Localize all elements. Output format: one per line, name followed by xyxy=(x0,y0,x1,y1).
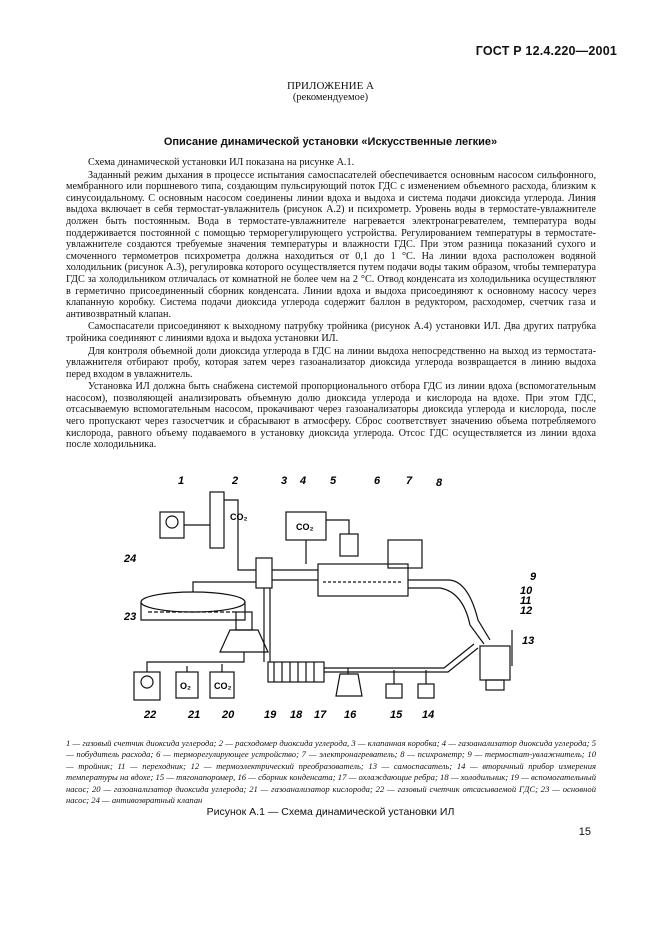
callout: 5 xyxy=(330,475,337,487)
callout: 6 xyxy=(374,475,381,487)
temperature-instrument xyxy=(418,684,434,698)
main-pump xyxy=(141,592,245,612)
callout: 14 xyxy=(422,709,435,721)
thermostat-humidifier xyxy=(318,564,408,596)
gauge-icon xyxy=(166,516,178,528)
callout: 8 xyxy=(436,477,443,489)
paragraph: Самоспасатели присоединяют к выходному патрубку тройника (рисунок А.4) установки ИЛ. Два других патрубка тройника соединяют с линиями вдоха и выдоха установки ИЛ. xyxy=(66,321,596,344)
gas-label: O₂ xyxy=(180,681,191,691)
section-title: Описание динамической установки «Искусственные легкие» xyxy=(163,136,498,148)
paragraph: Заданный режим дыхания в процессе испытания самоспасателей обеспечивается основным насосом сильфонного, мембранного или поршневого типа, создающим пульсирующий поток ГДС с изменением объемного расхода, близким к синусоидальному. С основным насосом соединены линии вдоха и выдоха и система подачи диоксида углерода. Линия выдоха включает в себя термостат-увлажнитель (рисунок А.2) и психрометр. Уровень воды в термостате-увлажнителе должен быть постоянным. Вода в термостате-увлажнителе нагревается электронагревателем, температура воды поддерживается постоянной с помощью терморегулирующего устройства. Регулированием температуры в термостате-увлажнителе создаются требуемые значения температуры и влажности ГДС. При этом разница показаний сухого и смоченного термометров психрометра должна находиться от 0,1 до 1 °С. На линии вдоха расположен водяной холодильник (рисунок А.3), регулировка которого осуществляется путем подачи воды таким образом, чтобы температура ГДС за холодильником отличалась от комнатной не более чем на 2 °С. Отвод конденсата из холодильника осуществляют в герметично присоединенный сборник конденсата. Линии вдоха и выдоха присоединяют к основному насосу через клапанную коробку. Система подачи диоксида углерода содержит баллон в редуктором, расходомер, счетчик газа и антивозвратный клапан. xyxy=(66,169,596,320)
figure-legend: 1 — газовый счетчик диоксида углерода; 2 — расходомер диоксида углерода, 3 — клапанная коробка; 4 — газоанализатор диоксида углерода; 5 — побудитель расхода; 6 — терморегулирующее устройство; 7 — электронагреватель; 8 — психрометр; 9 — термостат-увлажнитель; 10 — тройник; 11 — переходник; 12 — термоэлектрический преобразователь; 13 — самоспасатель; 14 — вторичный прибор измерения температуры на вдохе; 15 — тягонапоромер, 16 — сборник конденсата; 17 — охлаждающие ребра; 18 — холодильник; 19 — вспомогательный насос; 20 — газоанализатор диоксида углерода; 21 — газоанализатор кислорода; 22 — газовый счетчик отсасываемой ГДС; 23 — основной насос; 24 — антивозвратный клапан xyxy=(66,738,596,806)
callout: 11 xyxy=(520,595,532,607)
callout: 3 xyxy=(281,475,288,487)
condensate-collector xyxy=(336,674,362,696)
gas-label: CO₂ xyxy=(230,512,248,522)
callout: 7 xyxy=(406,475,413,487)
flow-inducer xyxy=(340,534,358,556)
paragraph: Для контроля объемной доли диоксида углерода в ГДС на линии выдоха непосредственно на выход из термостата-увлажнителя отбирают пробу, которая затем через газоанализатор диоксида углерода возвращается в линию выдоха перед входом в увлажнитель. xyxy=(66,345,596,380)
callout: 9 xyxy=(530,571,537,583)
callout: 13 xyxy=(522,635,535,647)
callout: 21 xyxy=(188,709,201,721)
callout: 22 xyxy=(144,709,157,721)
valve-box xyxy=(256,558,272,588)
callout: 23 xyxy=(124,611,137,623)
callout: 24 xyxy=(124,553,137,565)
gas-label: CO₂ xyxy=(296,522,314,532)
self-rescuer xyxy=(480,646,510,680)
paragraph: Установка ИЛ должна быть снабжена системой пропорционального отбора ГДС из линии вдоха (вспомогательным насосом), позволяющей анализировать объемную долю диоксида углерода и кислорода на вдохе. При этом ГДС, отсасываемую вспомогательным насосом, прокачивают через газоанализаторы диоксида углерода и кислорода, после чего пропускают через газосчетчик и сбрасывают в атмосферу. Сброс соответствует значению объема потребляемого кислорода, равного объему подаваемого в установку диоксида углерода. Отсос ГДС осуществляется из линии вдоха после холодильника. xyxy=(66,381,596,451)
flowmeter-co2 xyxy=(210,492,224,548)
pressure-gauge xyxy=(386,684,402,698)
body-text xyxy=(66,157,596,452)
cooler xyxy=(268,662,324,682)
aux-pump xyxy=(220,630,268,652)
callout: 15 xyxy=(390,709,403,721)
appendix-subtitle: (рекомендуемое) xyxy=(292,92,369,103)
document-code: ГОСТ Р 12.4.220—2001 xyxy=(475,44,617,58)
installation-schematic xyxy=(118,470,548,730)
callout: 1 xyxy=(178,475,185,487)
page-number: 15 xyxy=(578,826,591,838)
figure-caption: Рисунок А.1 — Схема динамической установки ИЛ xyxy=(206,806,455,818)
callout: 20 xyxy=(222,709,235,721)
callout: 17 xyxy=(314,709,327,721)
callout: 10 xyxy=(520,585,533,597)
appendix-title: ПРИЛОЖЕНИЕ А xyxy=(286,80,374,92)
callout: 4 xyxy=(300,475,307,487)
paragraph: Схема динамической установки ИЛ показана на рисунке А.1. xyxy=(88,157,355,168)
callout: 2 xyxy=(232,475,239,487)
callout: 12 xyxy=(520,605,533,617)
callout: 18 xyxy=(290,709,303,721)
callout: 19 xyxy=(264,709,277,721)
callout: 16 xyxy=(344,709,357,721)
gas-label: CO₂ xyxy=(214,681,232,691)
